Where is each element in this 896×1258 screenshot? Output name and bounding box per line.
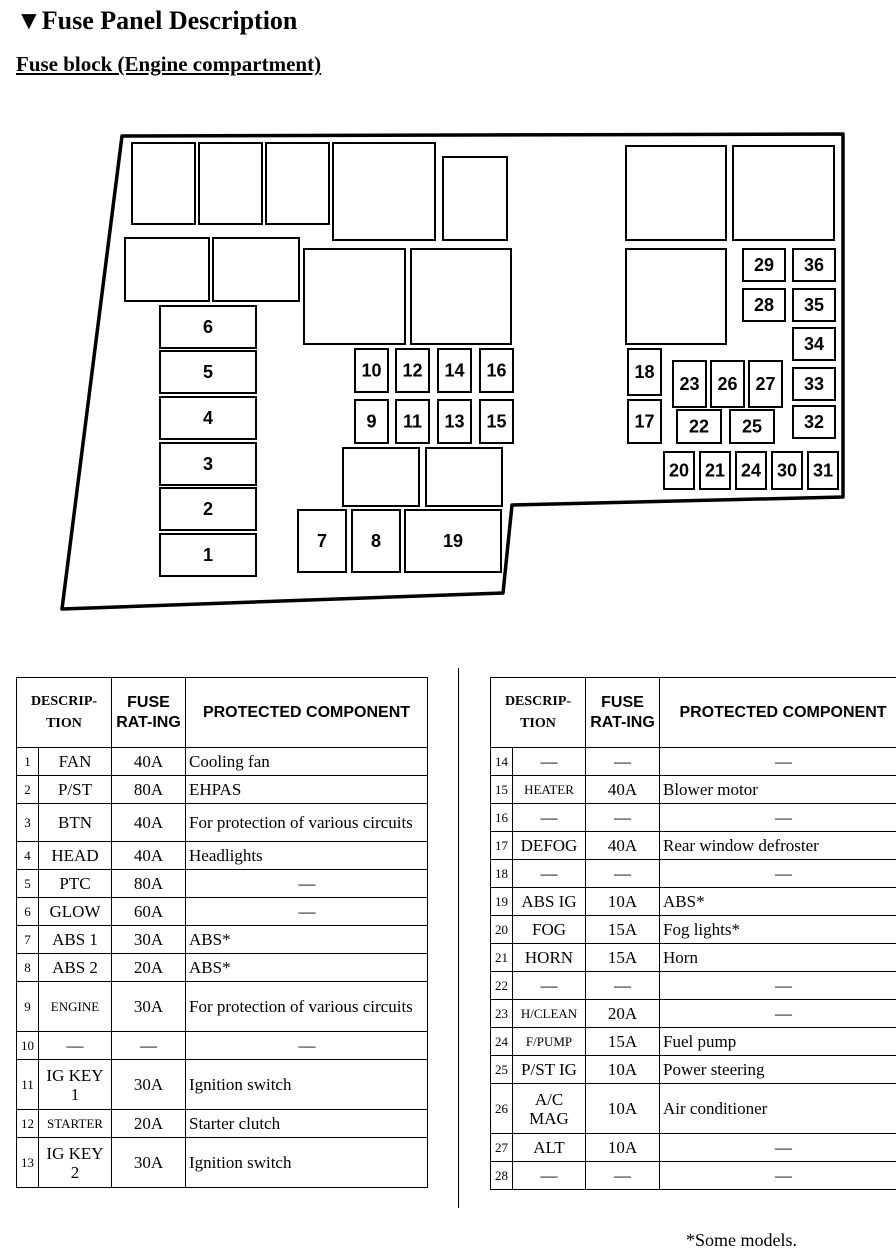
fuse-description: ABS IG (513, 888, 586, 916)
fuse-rating: 30A (112, 926, 186, 954)
header-fuse-rating: FUSE RAT-ING (586, 678, 660, 748)
fuse-slot-label: 28 (753, 295, 775, 315)
fuse-description: — (513, 1162, 586, 1190)
protected-component: — (660, 1162, 896, 1190)
table-row (491, 1000, 896, 1028)
fuse-rating: 40A (112, 842, 186, 870)
fuse-slot-label: 14 (444, 360, 465, 381)
fuse-rating: 30A (112, 982, 186, 1032)
fuse-description: HORN (513, 944, 586, 972)
fuse-slot-34 (793, 328, 835, 360)
fuse-number: 11 (17, 1060, 39, 1110)
fuse-slot-31 (808, 452, 838, 489)
fuse-slot-23 (673, 361, 706, 407)
fuse-slot-label: 16 (486, 360, 507, 381)
relay-box (343, 448, 419, 506)
fuse-number: 19 (491, 888, 513, 916)
fuse-slot-8 (352, 510, 400, 572)
fuse-number: 21 (491, 944, 513, 972)
fuse-rating: 40A (112, 804, 186, 842)
fuse-rating: 10A (586, 1134, 660, 1162)
fuse-description: — (513, 860, 586, 888)
protected-component: Starter clutch (186, 1110, 428, 1138)
relay-box (411, 249, 511, 344)
fuse-slot-16 (480, 349, 513, 392)
fuse-slot-15 (480, 400, 513, 443)
fuse-number: 10 (17, 1032, 39, 1060)
fuse-description: P/ST IG (513, 1056, 586, 1084)
fuse-slot-label: 22 (688, 416, 710, 437)
fuse-slot-label: 2 (202, 499, 214, 519)
header-protected-component: PROTECTED COMPONENT (660, 678, 896, 748)
fuse-rating: 80A (112, 776, 186, 804)
protected-component: — (660, 1134, 896, 1162)
fuse-rating: — (586, 748, 660, 776)
fuse-slot-label: 35 (803, 295, 825, 315)
fuse-slot-label: 23 (679, 374, 700, 394)
protected-component: Cooling fan (186, 748, 428, 776)
fuse-description: ABS 1 (39, 926, 112, 954)
fuse-description: HEAD (39, 842, 112, 870)
fuse-description: — (39, 1032, 112, 1060)
fuse-number: 5 (17, 870, 39, 898)
protected-component: ABS* (660, 888, 896, 916)
protected-component: Fuel pump (660, 1028, 896, 1056)
fuse-slot-label: 5 (202, 362, 214, 382)
relay-box (443, 157, 507, 240)
fuse-slot-11 (396, 400, 429, 443)
fuse-rating: 20A (112, 1110, 186, 1138)
fuse-slot-label: 12 (402, 360, 423, 381)
fuse-number: 24 (491, 1028, 513, 1056)
fuse-slot-7 (298, 510, 346, 572)
table-row (17, 1110, 428, 1138)
fuse-number: 16 (491, 804, 513, 832)
fuse-rating: — (586, 860, 660, 888)
fuse-number: 7 (17, 926, 39, 954)
fuse-slot-label: 30 (776, 460, 798, 481)
relay-box (199, 143, 262, 224)
relay-box (426, 448, 502, 506)
protected-component: — (660, 804, 896, 832)
protected-component: Rear window defroster (660, 832, 896, 860)
fuse-description: — (513, 748, 586, 776)
table-row (491, 1084, 896, 1134)
page-title-text: Fuse Panel Description (41, 6, 298, 35)
protected-component: — (660, 748, 896, 776)
table-row (17, 954, 428, 982)
fuse-rating: 15A (586, 916, 660, 944)
fuse-description: P/ST (39, 776, 112, 804)
relay-box (213, 238, 299, 301)
table-row (17, 870, 428, 898)
fuse-slot-1 (160, 534, 256, 576)
fuse-number: 20 (491, 916, 513, 944)
protected-component: Blower motor (660, 776, 896, 804)
protected-component: ABS* (186, 926, 428, 954)
table-row (491, 944, 896, 972)
fuse-number: 28 (491, 1162, 513, 1190)
fuse-number: 18 (491, 860, 513, 888)
fuse-description: BTN (39, 804, 112, 842)
fuse-number: 25 (491, 1056, 513, 1084)
fuse-rating: — (586, 972, 660, 1000)
fuse-slot-12 (396, 349, 429, 392)
fuse-description: ENGINE (39, 982, 112, 1032)
fuse-slot-30 (772, 452, 802, 489)
fuse-slot-label: 27 (755, 374, 776, 394)
right-fuse-table (490, 677, 896, 1190)
header-description: DESCRIP-TION (491, 678, 586, 748)
table-row (491, 1134, 896, 1162)
fuse-slot-label: 24 (740, 460, 762, 481)
fuse-slot-6 (160, 306, 256, 348)
fuse-slot-label: 11 (402, 411, 423, 432)
fuse-rating: 15A (586, 944, 660, 972)
fuse-rating: 40A (586, 832, 660, 860)
fuse-number: 2 (17, 776, 39, 804)
fuse-slot-label: 25 (741, 416, 763, 437)
fuse-rating: 30A (112, 1060, 186, 1110)
fuse-slot-label: 32 (803, 412, 825, 432)
protected-component: Air conditioner (660, 1084, 896, 1134)
table-row (17, 982, 428, 1032)
fuse-slot-label: 8 (370, 531, 382, 551)
fuse-slot-24 (736, 452, 766, 489)
relay-box (333, 143, 435, 240)
table-header-row (491, 678, 896, 748)
table-row (17, 1060, 428, 1110)
fuse-slot-label: 31 (812, 460, 834, 481)
fuse-number: 26 (491, 1084, 513, 1134)
fuse-slot-label: 20 (668, 460, 690, 481)
fuse-rating: 10A (586, 1056, 660, 1084)
fuse-slot-label: 1 (202, 545, 214, 565)
relay-box (125, 238, 209, 301)
fuse-rating: — (586, 804, 660, 832)
fuse-slot-33 (793, 368, 835, 400)
fuse-slot-10 (355, 349, 388, 392)
fuse-slot-label: 18 (634, 362, 655, 382)
relay-box (626, 249, 726, 344)
fuse-description: IG KEY 2 (39, 1138, 112, 1188)
protected-component: — (660, 860, 896, 888)
fuse-number: 15 (491, 776, 513, 804)
table-row (17, 926, 428, 954)
fuse-description: — (513, 804, 586, 832)
table-row (491, 748, 896, 776)
relay-box (266, 143, 329, 224)
fuse-slot-label: 9 (366, 411, 377, 432)
fuse-description: ABS 2 (39, 954, 112, 982)
fuse-slot-label: 10 (361, 360, 382, 381)
fuse-rating: 40A (112, 748, 186, 776)
fuse-rating: 40A (586, 776, 660, 804)
header-description: DESCRIP-TION (17, 678, 112, 748)
fuse-number: 8 (17, 954, 39, 982)
fuse-slot-2 (160, 488, 256, 530)
fuse-description: PTC (39, 870, 112, 898)
fuse-description: STARTER (39, 1110, 112, 1138)
protected-component: — (660, 1000, 896, 1028)
protected-component: Power steering (660, 1056, 896, 1084)
fuse-number: 1 (17, 748, 39, 776)
protected-component: — (660, 972, 896, 1000)
fuse-number: 3 (17, 804, 39, 842)
table-row (17, 776, 428, 804)
fuse-rating: — (586, 1162, 660, 1190)
fuse-slot-20 (664, 452, 694, 489)
table-row (491, 888, 896, 916)
protected-component: — (186, 1032, 428, 1060)
fuse-rating: 20A (112, 954, 186, 982)
fuse-slot-5 (160, 351, 256, 393)
fuse-slot-17 (628, 400, 661, 443)
protected-component: Headlights (186, 842, 428, 870)
triangle-down-icon: ▼ (16, 6, 42, 35)
fuse-number: 12 (17, 1110, 39, 1138)
left-fuse-table (16, 677, 428, 1188)
fuse-description: FOG (513, 916, 586, 944)
section-subtitle: Fuse block (Engine compartment) (16, 52, 322, 76)
fuse-rating: 60A (112, 898, 186, 926)
table-row (491, 972, 896, 1000)
fuse-slot-25 (730, 410, 774, 443)
fuse-slot-label: 17 (634, 411, 655, 432)
fuse-description: GLOW (39, 898, 112, 926)
table-row (491, 1162, 896, 1190)
fuse-number: 4 (17, 842, 39, 870)
protected-component: Fog lights* (660, 916, 896, 944)
table-header-row (17, 678, 428, 748)
fuse-slot-label: 15 (486, 411, 507, 432)
table-row (491, 860, 896, 888)
fuse-description: ALT (513, 1134, 586, 1162)
fuse-slot-label: 21 (704, 460, 726, 481)
fuse-description: F/PUMP (513, 1028, 586, 1056)
fuse-slot-19 (405, 510, 501, 572)
fuse-number: 17 (491, 832, 513, 860)
fuse-slot-label: 4 (202, 408, 214, 428)
fuse-slot-29 (743, 249, 785, 281)
fuse-slot-28 (743, 289, 785, 321)
fuse-slot-3 (160, 443, 256, 485)
fuse-slot-18 (628, 349, 661, 395)
fuse-slot-35 (793, 289, 835, 321)
fuse-number: 14 (491, 748, 513, 776)
protected-component: For protection of various circuits (186, 982, 428, 1032)
table-row (491, 776, 896, 804)
protected-component: Ignition switch (186, 1138, 428, 1188)
fuse-slot-label: 13 (444, 411, 465, 432)
fuse-rating: 20A (586, 1000, 660, 1028)
fuse-slot-26 (711, 361, 744, 407)
fuse-description: A/C MAG (513, 1084, 586, 1134)
fuse-slot-label: 7 (316, 531, 328, 551)
fuse-rating: 10A (586, 888, 660, 916)
footnote: *Some models. (686, 1230, 797, 1250)
fuse-number: 9 (17, 982, 39, 1032)
relay-box (733, 146, 834, 240)
fuse-slot-label: 19 (442, 531, 464, 551)
fuse-number: 22 (491, 972, 513, 1000)
fuse-slot-27 (749, 361, 782, 407)
fuse-rating: 15A (586, 1028, 660, 1056)
fuse-slot-14 (438, 349, 471, 392)
table-row (491, 1056, 896, 1084)
left-table-body (17, 748, 428, 1188)
table-row (17, 898, 428, 926)
fuse-slot-32 (793, 406, 835, 438)
protected-component: EHPAS (186, 776, 428, 804)
protected-component: — (186, 898, 428, 926)
table-row (17, 804, 428, 842)
fuse-rating: 80A (112, 870, 186, 898)
protected-component: Horn (660, 944, 896, 972)
fuse-slot-13 (438, 400, 471, 443)
fuse-description: IG KEY 1 (39, 1060, 112, 1110)
fuse-rating: — (112, 1032, 186, 1060)
fuse-slot-9 (355, 400, 388, 443)
fuse-rating: 10A (586, 1084, 660, 1134)
fuse-description: HEATER (513, 776, 586, 804)
table-row (17, 1138, 428, 1188)
fuse-description: H/CLEAN (513, 1000, 586, 1028)
right-table-body (491, 748, 896, 1190)
table-row (17, 842, 428, 870)
fuse-description: — (513, 972, 586, 1000)
fuse-slot-label: 36 (803, 255, 825, 275)
fuse-slot-label: 29 (753, 255, 775, 275)
protected-component: — (186, 870, 428, 898)
fuse-description: DEFOG (513, 832, 586, 860)
header-protected-component: PROTECTED COMPONENT (186, 678, 428, 748)
table-row (491, 832, 896, 860)
fuse-slot-label: 34 (803, 334, 825, 354)
table-row (17, 1032, 428, 1060)
fuse-number: 27 (491, 1134, 513, 1162)
fuse-slot-21 (700, 452, 730, 489)
relay-box (132, 143, 195, 224)
fuse-number: 23 (491, 1000, 513, 1028)
table-row (491, 1028, 896, 1056)
relay-box (626, 146, 726, 240)
table-row (491, 916, 896, 944)
fuse-description: FAN (39, 748, 112, 776)
fuse-slot-label: 26 (717, 374, 738, 394)
fuse-slot-label: 6 (202, 317, 214, 337)
fuse-number: 6 (17, 898, 39, 926)
fuse-slot-22 (677, 410, 721, 443)
protected-component: For protection of various circuits (186, 804, 428, 842)
protected-component: ABS* (186, 954, 428, 982)
fuse-slot-label: 33 (803, 374, 825, 394)
table-row (17, 748, 428, 776)
relay-box (304, 249, 405, 344)
fuse-slot-label: 3 (202, 454, 214, 474)
protected-component: Ignition switch (186, 1060, 428, 1110)
fuse-number: 13 (17, 1138, 39, 1188)
fuse-slot-36 (793, 249, 835, 281)
table-row (491, 804, 896, 832)
header-fuse-rating: FUSE RAT-ING (112, 678, 186, 748)
column-divider (458, 668, 459, 1208)
fuse-rating: 30A (112, 1138, 186, 1188)
fuse-slot-4 (160, 397, 256, 439)
